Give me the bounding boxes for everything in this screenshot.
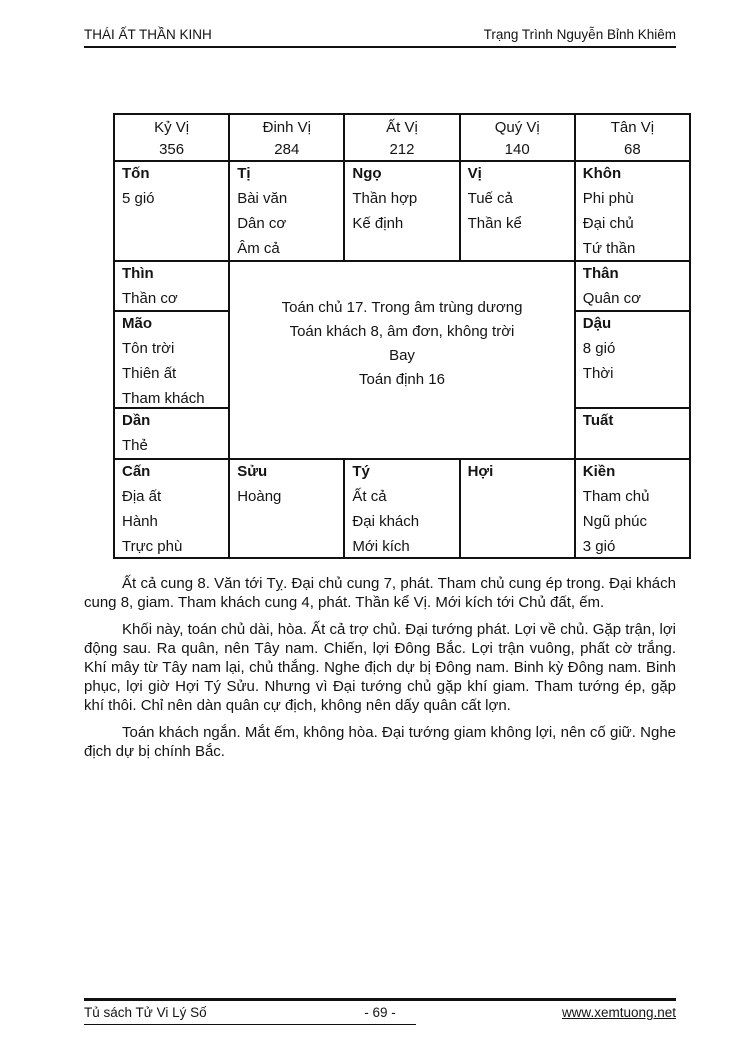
chart-cell-dau — [576, 312, 689, 407]
cell-line: Tôn trời — [122, 340, 175, 357]
chart-cell-thin — [115, 262, 228, 310]
chart-cell-hoi — [461, 460, 574, 557]
cell-line: Phi phù — [582, 190, 634, 207]
cell-line: Địa ất — [122, 488, 162, 505]
chart-value-cell — [461, 115, 574, 160]
chart-value-cell — [576, 115, 689, 160]
cell-line: Thần cơ — [122, 290, 178, 307]
branch-title: Kiền — [582, 463, 616, 480]
branch-title: Sửu — [237, 463, 268, 480]
branch-title: Dậu — [582, 315, 612, 332]
branch-title: Tốn — [122, 165, 150, 182]
cell-line: Dân cơ — [237, 215, 287, 232]
cell-line: Đại khách — [352, 513, 420, 530]
chart-value-cell — [345, 115, 458, 160]
cell-line: Tuế cả — [467, 190, 513, 207]
cell-line: Tứ thần — [582, 240, 636, 257]
cell-line: Thần hợp — [352, 190, 418, 207]
chart-cell-can — [115, 460, 228, 557]
cell-line: Ất cả — [352, 488, 387, 505]
stem-label: Quý Vị — [494, 119, 540, 136]
cell-line: Đại chủ — [582, 215, 634, 232]
branch-title: Dần — [122, 412, 151, 429]
cell-line: Mới kích — [352, 538, 410, 555]
header-book-title: THÁI ẤT THẦN KINH — [84, 27, 212, 42]
chart-cell-ty — [345, 460, 458, 557]
branch-title: Tuất — [582, 412, 614, 429]
page-number: - 69 - — [364, 1005, 396, 1020]
chart-value-cell — [115, 115, 228, 160]
cell-line: Tham chủ — [582, 488, 650, 505]
stem-value: 284 — [274, 141, 300, 158]
chart-cell-than — [576, 262, 689, 310]
stem-value: 68 — [624, 141, 641, 158]
page-footer — [84, 998, 676, 1021]
cell-line: Trực phù — [122, 538, 183, 555]
cell-line: Tham khách — [122, 390, 205, 407]
cell-line: Thẻ — [122, 437, 148, 454]
branch-title: Mão — [122, 315, 152, 332]
branch-title: Vị — [467, 165, 482, 182]
chart-cell-tuat — [576, 409, 689, 458]
branch-title: Khôn — [582, 165, 622, 182]
cell-line: Bài văn — [237, 190, 288, 207]
branch-title: Cấn — [122, 463, 151, 480]
chart-center-summary — [230, 262, 574, 458]
cell-line: Hành — [122, 513, 158, 530]
chart-cell-mao — [115, 312, 228, 407]
paragraph: Ất cả cung 8. Văn tới Tỵ. Đại chủ cung 7, phát. Tham chủ cung ép trong. Đại khách cung 8, giam. Tham khách cung 4, phát. Thần kể Vị. Mới kích tới Chủ đất, ếm. — [84, 575, 676, 611]
center-line: Toán định 16 — [359, 371, 445, 388]
cell-line: Thần kể — [467, 215, 522, 232]
center-line: Toán chủ 17. Trong âm trùng dương — [281, 299, 523, 316]
chart-cell-dan — [115, 409, 228, 458]
chart-cell-ngo — [345, 162, 458, 260]
stem-label: Ất Vị — [386, 119, 418, 136]
stem-value: 356 — [159, 141, 185, 158]
stem-label: Đinh Vị — [262, 119, 311, 136]
branch-title: Thân — [582, 265, 619, 282]
chart-cell-suu — [230, 460, 343, 557]
chart-cell-vi — [461, 162, 574, 260]
chart-cell-khon — [576, 162, 689, 260]
branch-title: Ngọ — [352, 165, 382, 182]
branch-title: Tý — [352, 463, 370, 480]
chart-value-cell — [230, 115, 343, 160]
chart-cell-ti — [230, 162, 343, 260]
footer-website-link[interactable]: www.xemtuong.net — [561, 1005, 676, 1020]
cell-line: 8 gió — [582, 340, 616, 357]
cell-line: Hoàng — [237, 488, 282, 505]
branch-title: Tị — [237, 165, 251, 182]
cell-line: Kế định — [352, 215, 404, 232]
cell-line: Ngũ phúc — [582, 513, 648, 530]
cell-line: Quân cơ — [582, 290, 641, 307]
chart-cell-kien — [576, 460, 689, 557]
stem-value: 140 — [504, 141, 530, 158]
center-line: Bay — [389, 347, 415, 364]
chart-cell-ton — [115, 162, 228, 260]
cell-line: Thời — [582, 365, 614, 382]
cell-line: 3 gió — [582, 538, 616, 555]
stem-label: Kỷ Vị — [154, 119, 190, 136]
stem-label: Tân Vị — [610, 119, 655, 136]
footer-divider — [84, 1024, 416, 1025]
paragraph: Khối này, toán chủ dài, hòa. Ất cả trợ chủ. Đại tướng phát. Lợi về chủ. Gặp trận, lợi động sau. Ra quân, nên Tây nam. Chiến, lợi Đông Bắc. Lợi trận vuông, phất cờ trắng. Khí mây từ Tây nam lại, chủ thắng. Nghe địch dự bị Đông nam. Binh kỳ Đông nam. Binh phục, lợi giờ Hợi Tý Sửu. Nhưng vì Đại tướng chủ gặp khí giam. Tham tướng ép, gặp khí thôi. Chỉ nên dàn quân cự địch, không nên dấy quân cất lợn. — [84, 621, 676, 714]
footer-series-title: Tủ sách Tử Vi Lý Số — [84, 1005, 207, 1020]
branch-title: Thìn — [122, 265, 154, 282]
header-author: Trạng Trình Nguyễn Bỉnh Khiêm — [483, 27, 676, 42]
divination-chart — [113, 113, 691, 559]
stem-value: 212 — [389, 141, 415, 158]
cell-line: Âm cả — [237, 240, 280, 257]
paragraph: Toán khách ngắn. Mắt ếm, không hòa. Đại tướng giam không lợi, nên cố giữ. Nghe địch dự bị chính Bắc. — [84, 724, 676, 760]
page-header — [84, 27, 676, 48]
branch-title: Hợi — [467, 463, 494, 480]
center-line: Toán khách 8, âm đơn, không trời — [289, 323, 515, 340]
body-text — [84, 574, 676, 769]
cell-line: Thiên ất — [122, 365, 177, 382]
cell-line: 5 gió — [122, 190, 155, 207]
